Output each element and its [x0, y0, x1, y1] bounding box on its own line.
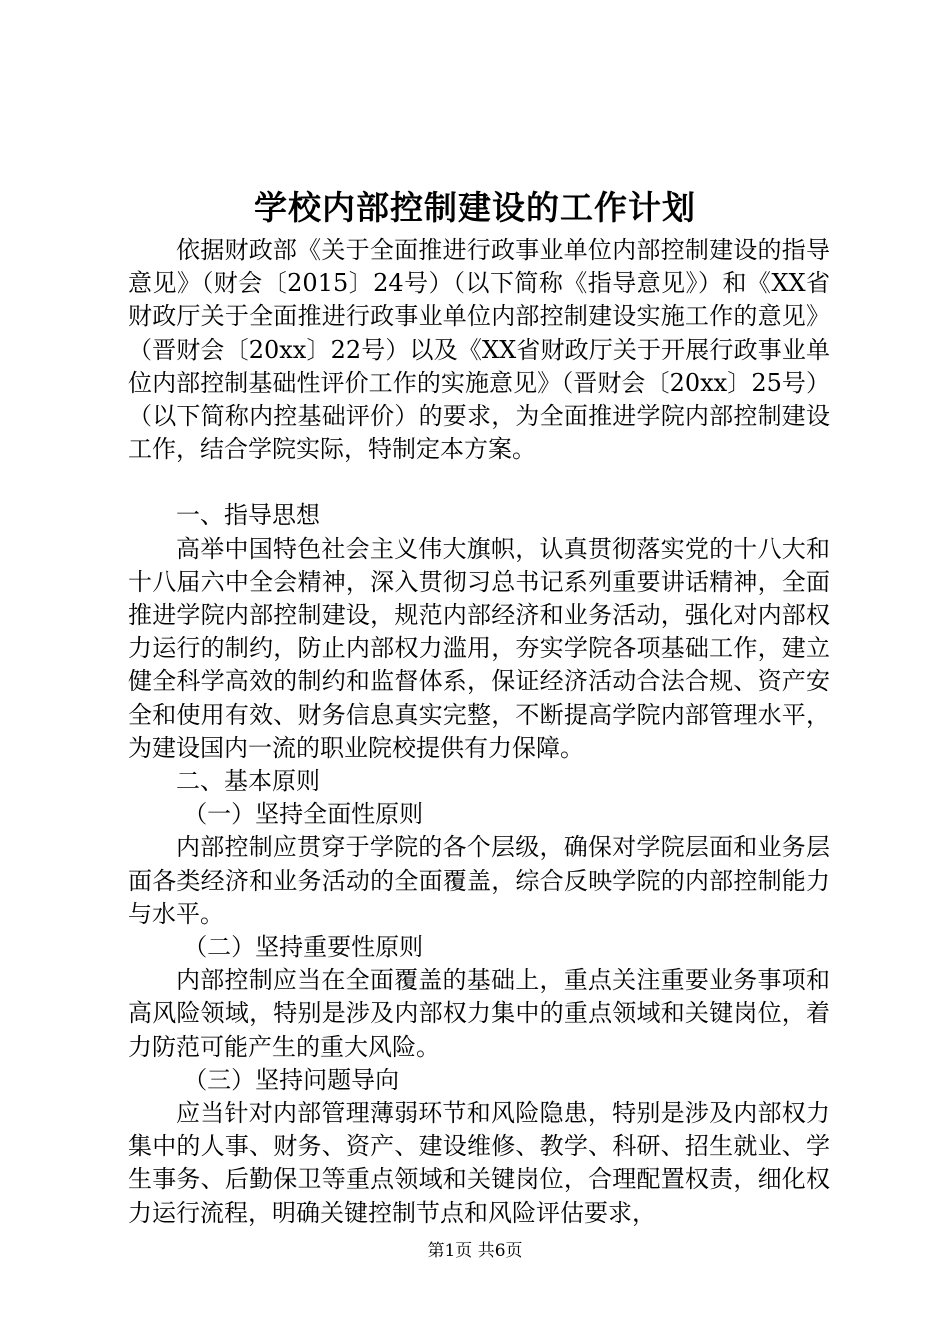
principle-paragraph-comprehensive: 内部控制应贯穿于学院的各个层级，确保对学院层面和业务层面各类经济和业务活动的全面覆盖，综合反映学院的内部控制能力与水平。 — [128, 833, 830, 928]
principle-paragraph-problem-oriented: 应当针对内部管理薄弱环节和风险隐患，特别是涉及内部权力集中的人事、财务、资产、建设维修、教学、科研、招生就业、学生事务、后勤保卫等重点领域和关键岗位，合理配置权责，细化权力运行流程，明确关键控制节点和风险评估要求， — [128, 1099, 830, 1227]
principle-heading-comprehensive: （一）坚持全面性原则 — [183, 800, 424, 829]
principle-heading-problem-oriented: （三）坚持问题导向 — [183, 1065, 400, 1094]
paragraph-spacer — [128, 466, 830, 499]
intro-paragraph: 依据财政部《关于全面推进行政事业单位内部控制建设的指导意见》（财会〔2015〕24号）（以下简称《指导意见》）和《XX省财政厅关于全面推进行政事业单位内部控制建设实施工作的意见》（晋财会〔20xx〕22号）以及《XX省财政厅关于开展行政事业单位内部控制基础性评价工作的实施意见》（晋财会〔20xx〕25号）（以下简称内控基础评价）的要求，为全面推进学院内部控制建设工作，结合学院实际，特制定本方案。 — [128, 236, 830, 464]
document-body — [128, 234, 830, 1230]
section-heading-guiding-ideology: 一、指导思想 — [176, 501, 320, 530]
section-heading-basic-principles: 二、基本原则 — [176, 767, 320, 796]
guiding-ideology-paragraph: 高举中国特色社会主义伟大旗帜，认真贯彻落实党的十八大和十八届六中全会精神，深入贯彻习总书记系列重要讲话精神，全面推进学院内部控制建设，规范内部经济和业务活动，强化对内部权力运行的制约，防止内部权力滥用，夯实学院各项基础工作，建立健全科学高效的制约和监督体系，保证经济活动合法合规、资产安全和使用有效、财务信息真实完整，不断提高学院内部管理水平，为建设国内一流的职业院校提供有力保障。 — [128, 534, 830, 762]
principle-paragraph-importance: 内部控制应当在全面覆盖的基础上，重点关注重要业务事项和高风险领域，特别是涉及内部权力集中的重点领域和关键岗位，着力防范可能产生的重大风险。 — [128, 966, 830, 1061]
principle-heading-importance: （二）坚持重要性原则 — [183, 933, 424, 962]
document-title: 学校内部控制建设的工作计划 — [254, 188, 696, 227]
page-number-footer: 第1页 共6页 — [427, 1241, 523, 1261]
